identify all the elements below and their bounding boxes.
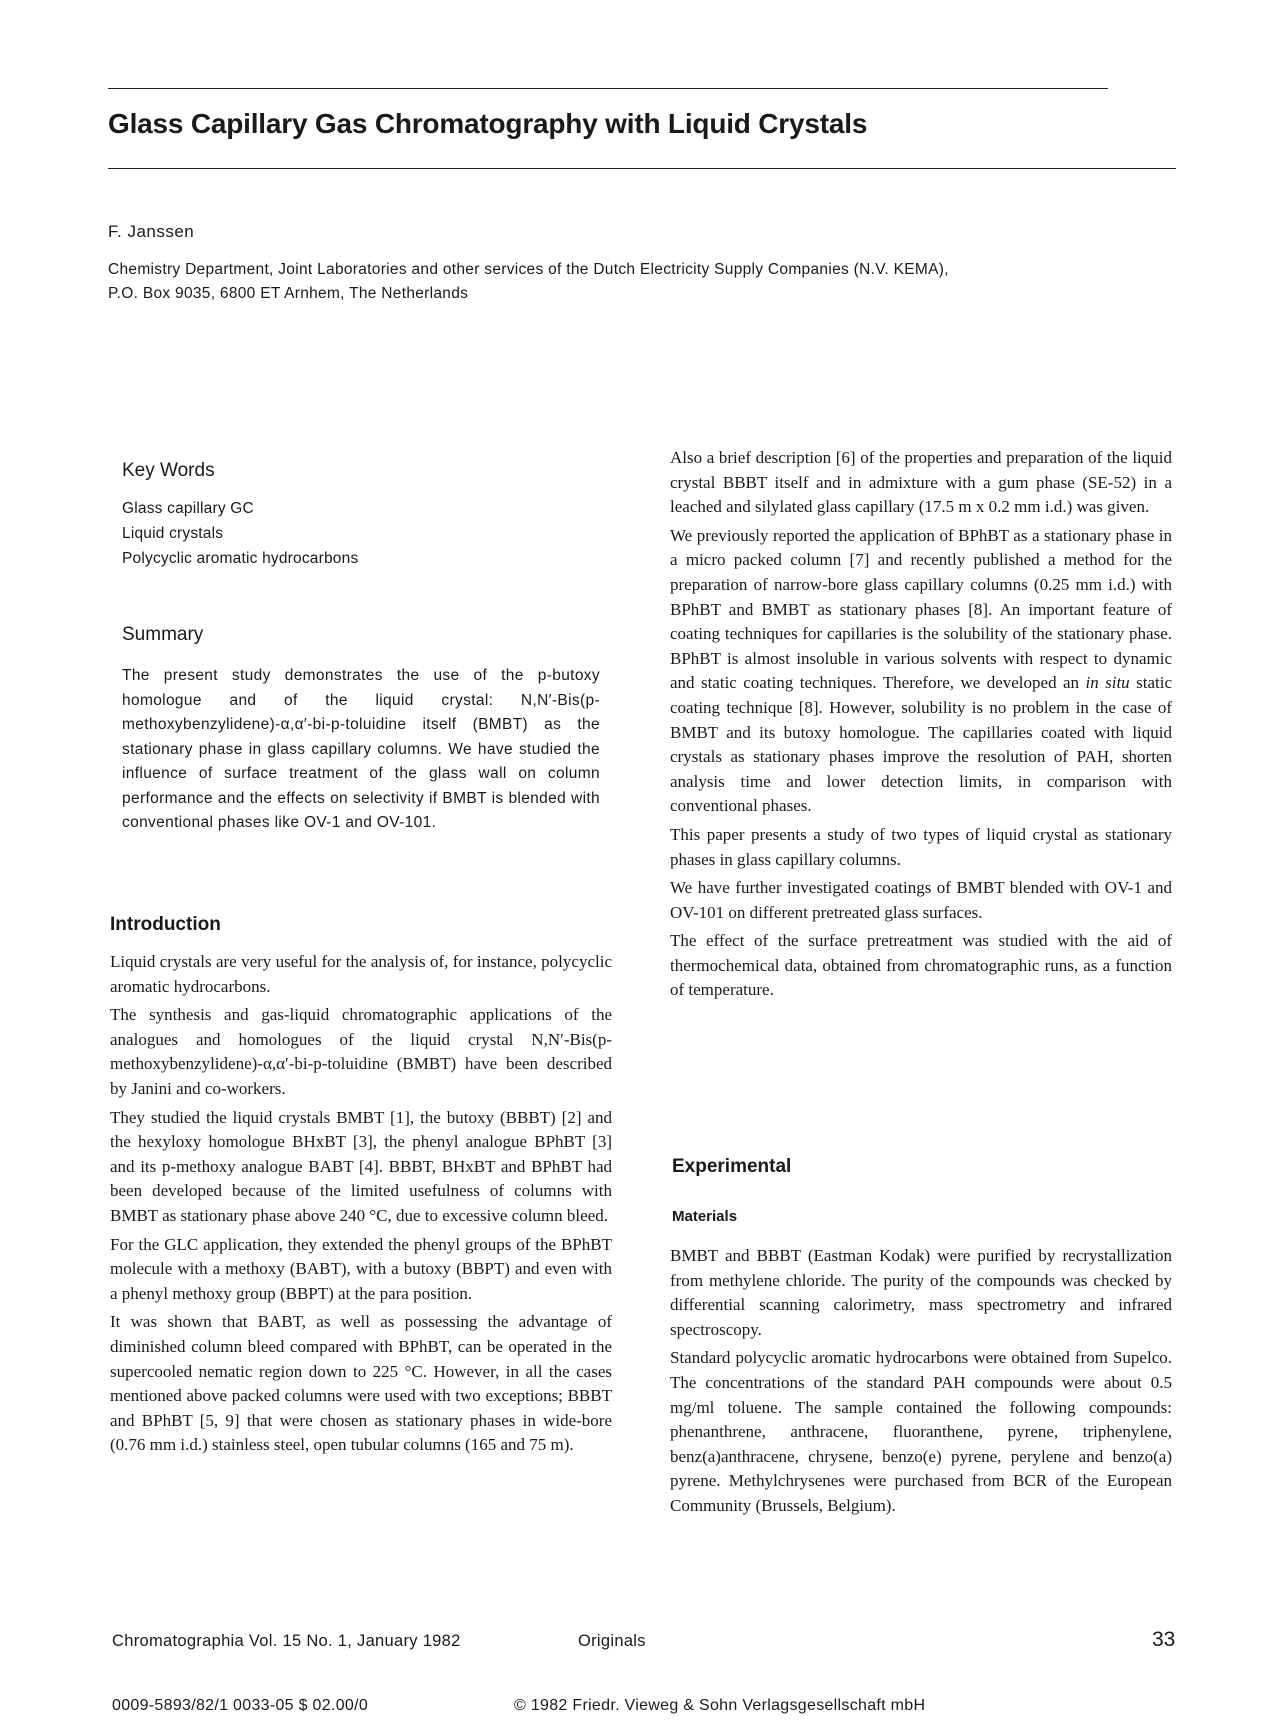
paragraph: Also a brief description [6] of the properties and preparation of the liquid crystal BBBT itself and in admixture with a gum phase (SE-52) in a leached and silylated glass capillary (17.5 m x 0.2 mm i.d.) was given. <box>670 448 1172 517</box>
introduction-body <box>110 950 612 1462</box>
summary-text: The present study demonstrates the use of the p-butoxy homologue and of the liquid crystal: N,N′-Bis(p-methoxybenzylidene)-α,α′-bi-p-toluidine itself (BMBT) as the stationary phase in glass capillary columns. We have studied the influence of surface treatment of the glass wall on column performance and the effects on selectivity if BMBT is blended with conventional phases like OV-1 and OV-101. <box>122 667 600 831</box>
key-words-section <box>122 460 602 571</box>
key-words-list <box>122 496 602 571</box>
paragraph-text: static coating technique [8]. However, solubility is no problem in the case of BMBT and its butoxy homologue. The capillaries coated with liquid crystals as stationary phases improve the resolution of PAH, shorten analysis time and lower detection limits, in comparison with conventional phases. <box>670 673 1172 816</box>
paragraph-text: We previously reported the application of BPhBT as a stationary phase in a micro packed column [7] and recently published a method for the preparation of narrow-bore glass capillary columns (0.25 mm i.d.) with BPhBT and BMBT as stationary phases [8]. An important feature of coating techniques for capillaries is the solubility of the stationary phase. BPhBT is almost insoluble in various solvents with respect to dynamic and static coating techniques. Therefore, we developed an <box>670 525 1172 693</box>
materials-subheading: Materials <box>672 1208 738 1225</box>
affiliation-line-1: Chemistry Department, Joint Laboratories and other services of the Dutch Electricity Supply Companies (N.V. KEMA), <box>108 261 949 278</box>
paragraph: The effect of the surface pretreatment was studied with the aid of thermochemical data, obtained from chromatographic runs, as a function of temperature. <box>670 931 1172 1000</box>
copyright-notice: © 1982 Friedr. Vieweg & Sohn Verlagsgesellschaft mbH <box>514 1697 926 1714</box>
journal-citation: Chromatographia Vol. 15 No. 1, January 1982 <box>112 1632 461 1650</box>
paragraph: Liquid crystals are very useful for the analysis of, for instance, polycyclic aromatic hydrocarbons. <box>110 952 612 996</box>
paragraph: Standard polycyclic aromatic hydrocarbons were obtained from Supelco. The concentrations of the standard PAH compounds were about 0.5 mg/ml toluene. The sample contained the following compounds: phenanthrene, anthracene, fluoranthene, pyrene, triphenylene, benz(a)anthracene, chrysene, benzo(e) pyrene, perylene and benzo(a) pyrene. Methylchrysenes were purchased from BCR of the European Community (Brussels, Belgium). <box>670 1348 1172 1515</box>
summary-section <box>122 624 600 836</box>
materials-body <box>670 1244 1172 1523</box>
affiliation <box>108 258 1188 306</box>
right-column-body <box>670 446 1172 1007</box>
paragraph: They studied the liquid crystals BMBT [1], the butoxy (BBBT) [2] and the hexyloxy homologue BHxBT [3], the phenyl analogue BPhBT [3] and its p-methoxy analogue BABT [4]. BBBT, BHxBT and BPhBT had been developed because of the limited usefulness of columns with BMBT as stationary phase above 240 °C, due to excessive column bleed. <box>110 1107 612 1225</box>
introduction-heading: Introduction <box>110 914 221 935</box>
key-words-heading: Key Words <box>122 460 215 481</box>
key-word-item: Glass capillary GC <box>122 500 254 517</box>
paragraph: For the GLC application, they extended the phenyl groups of the BPhBT molecule with a methoxy (BABT), with a butoxy (BBPT) and even with a phenyl methoxy group (BBPT) at the para position. <box>110 1234 612 1303</box>
page-number: 33 <box>1152 1628 1176 1651</box>
paragraph: We have further investigated coatings of BMBT blended with OV-1 and OV-101 on different pretreated glass surfaces. <box>670 878 1172 922</box>
section-label: Originals <box>578 1632 646 1650</box>
key-word-item: Polycyclic aromatic hydrocarbons <box>122 550 359 567</box>
top-rule <box>108 88 1108 89</box>
paragraph: It was shown that BABT, as well as possessing the advantage of diminished column bleed compared with BPhBT, can be operated in the supercooled nematic region down to 225 °C. However, in all the cases mentioned above packed columns were used with two exceptions; BBBT and BPhBT [5, 9] that were chosen as stationary phases in wide-bore (0.76 mm i.d.) stainless steel, open tubular columns (165 and 75 m). <box>110 1312 612 1455</box>
paragraph: This paper presents a study of two types of liquid crystal as stationary phases in glass capillary columns. <box>670 824 1172 869</box>
paper-title: Glass Capillary Gas Chromatography with Liquid Crystals <box>108 108 868 139</box>
experimental-heading: Experimental <box>672 1156 792 1177</box>
paragraph <box>670 524 1172 819</box>
author-name: F. Janssen <box>108 222 195 241</box>
affiliation-line-2: P.O. Box 9035, 6800 ET Arnhem, The Netherlands <box>108 285 469 302</box>
key-word-item: Liquid crystals <box>122 525 224 542</box>
paragraph: The synthesis and gas-liquid chromatographic applications of the analogues and homologues of the liquid crystal N,N′-Bis(p-methoxybenzylidene)-α,α′-bi-p-toluidine (BMBT) have been described by Janini and co-workers. <box>110 1005 612 1098</box>
article-code: 0009-5893/82/1 0033-05 $ 02.00/0 <box>112 1697 369 1714</box>
emphasis-text: in situ <box>1085 673 1130 693</box>
paragraph: BMBT and BBBT (Eastman Kodak) were purified by recrystallization from methylene chloride. The purity of the compounds was checked by differential scanning calorimetry, mass spectrometry and infrared spectroscopy. <box>670 1246 1172 1339</box>
summary-heading: Summary <box>122 624 204 645</box>
title-rule <box>108 168 1176 169</box>
